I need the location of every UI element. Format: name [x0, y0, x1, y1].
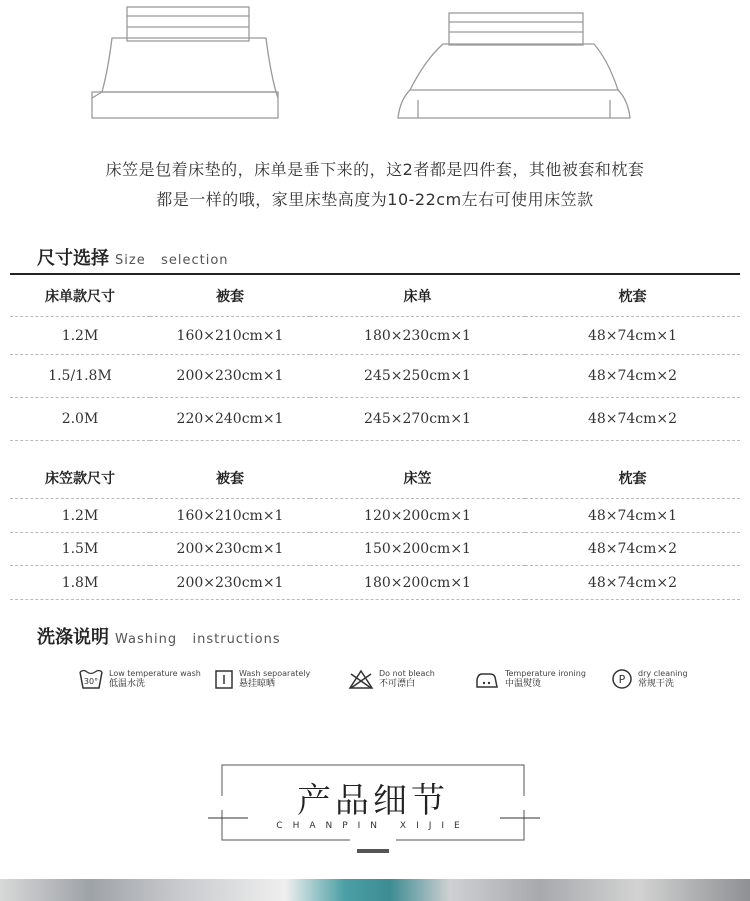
fitted-size-table [10, 458, 740, 600]
table-header-cell: 枕套 [525, 458, 740, 499]
wash-item-iron [474, 668, 586, 690]
wash-item-low-temp [78, 668, 201, 690]
wash-item-no-bleach [348, 668, 435, 690]
table-cell: 160×210cm×1 [150, 317, 310, 355]
table-header-cell: 被套 [150, 458, 310, 499]
wash-label-en: Temperature ironing [505, 669, 586, 678]
table-cell: 1.2M [10, 317, 150, 355]
intro-line-1: 床笠是包着床垫的，床单是垂下来的，这2者都是四件套，其他被套和枕套 [105, 160, 645, 179]
wash-tub-30-icon [78, 668, 104, 690]
table-cell: 48×74cm×2 [525, 533, 740, 566]
wash-item-dry-clean [611, 668, 688, 690]
table-cell: 150×200cm×1 [310, 533, 525, 566]
table-header-cell: 被套 [150, 276, 310, 317]
wash-label-en: dry cleaning [638, 669, 688, 678]
sheet-size-table [10, 276, 740, 441]
bed-illustrations [0, 0, 750, 140]
table-cell: 200×230cm×1 [150, 533, 310, 566]
product-detail-heading [222, 765, 524, 845]
product-photo-strip [0, 879, 750, 901]
table-row [10, 533, 740, 566]
wash-label-cn: 悬挂晾晒 [239, 679, 276, 689]
product-detail-title: 产品细节 [297, 781, 449, 821]
table-cell: 48×74cm×2 [525, 355, 740, 398]
table-cell: 220×240cm×1 [150, 398, 310, 441]
table-cell: 1.8M [10, 566, 150, 600]
size-section-title [37, 244, 229, 270]
table-cell: 120×200cm×1 [310, 499, 525, 533]
table-cell: 200×230cm×1 [150, 355, 310, 398]
table-row [10, 566, 740, 600]
table-cell: 1.5M [10, 533, 150, 566]
table-header-row [10, 276, 740, 317]
table-cell: 245×250cm×1 [310, 355, 525, 398]
table-header-cell: 床单款尺寸 [10, 276, 150, 317]
table-cell: 1.5/1.8M [10, 355, 150, 398]
table-row [10, 317, 740, 355]
wash-temp-badge: 30° [83, 677, 99, 686]
wash-title-en: Washing instructions [115, 632, 281, 647]
table-header-cell: 床笠款尺寸 [10, 458, 150, 499]
flat-sheet-bed-illustration [398, 13, 630, 118]
intro-line-2: 都是一样的哦，家里床垫高度为10-22cm左右可使用床笠款 [156, 190, 594, 209]
table-cell: 2.0M [10, 398, 150, 441]
table-header-cell: 床单 [310, 276, 525, 317]
wash-section-title [37, 623, 281, 649]
wash-label-en: Do not bleach [379, 669, 435, 678]
table-cell: 160×210cm×1 [150, 499, 310, 533]
wash-label-cn: 中温熨烫 [505, 679, 542, 689]
table-header-cell: 床笠 [310, 458, 525, 499]
table-cell: 245×270cm×1 [310, 398, 525, 441]
table-cell: 180×230cm×1 [310, 317, 525, 355]
wash-title-cn: 洗涤说明 [37, 627, 109, 648]
wash-label-cn: 低温水洗 [109, 679, 146, 689]
table-row [10, 499, 740, 533]
size-title-cn: 尺寸选择 [37, 248, 109, 269]
dry-clean-badge: P [618, 673, 626, 686]
table-cell: 48×74cm×2 [525, 398, 740, 441]
wash-label-cn: 不可漂白 [379, 679, 416, 689]
no-bleach-icon [348, 668, 374, 690]
table-cell: 200×230cm×1 [150, 566, 310, 600]
table-cell: 1.2M [10, 499, 150, 533]
size-title-en: Size selection [115, 253, 229, 268]
fitted-sheet-bed-illustration [92, 7, 278, 118]
table-cell: 48×74cm×1 [525, 317, 740, 355]
wash-label-cn: 常规干洗 [638, 679, 675, 689]
wash-label-en: Wash sepoarately [239, 669, 311, 678]
size-section-rule [10, 273, 740, 275]
table-cell: 48×74cm×1 [525, 499, 740, 533]
hang-dry-icon [214, 668, 234, 690]
wash-label-en: Low temperature wash [109, 669, 201, 678]
table-header-cell: 枕套 [525, 276, 740, 317]
wash-item-hang-dry [214, 668, 310, 690]
table-cell: 180×200cm×1 [310, 566, 525, 600]
iron-icon [474, 668, 500, 690]
table-cell: 48×74cm×2 [525, 566, 740, 600]
table-row [10, 398, 740, 441]
dry-clean-icon [611, 668, 633, 690]
product-detail-subtitle: CHANPIN XIJIE [276, 821, 470, 831]
wash-icons-row [0, 668, 750, 702]
table-header-row [10, 458, 740, 499]
table-row [10, 355, 740, 398]
